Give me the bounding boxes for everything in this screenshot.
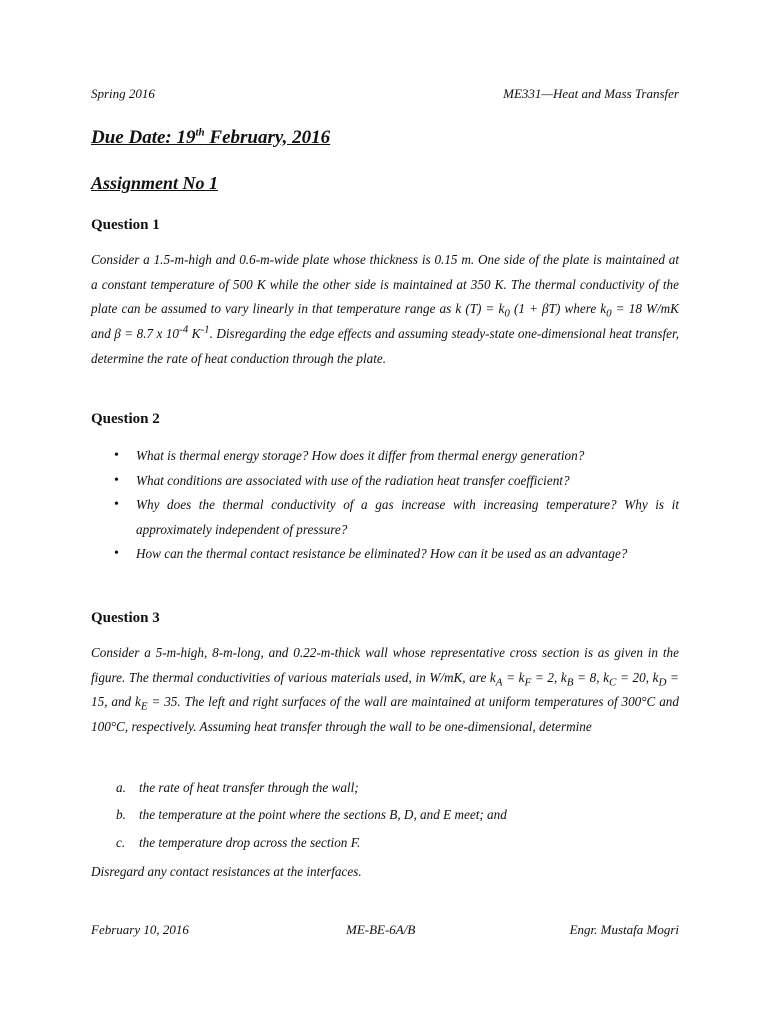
list-item: c. the temperature drop across the section F. bbox=[116, 834, 361, 850]
question-1-heading: Question 1 bbox=[91, 217, 160, 233]
footer-class: ME-BE-6A/B bbox=[346, 922, 416, 937]
question-2-list bbox=[110, 444, 679, 567]
list-item: • Why does the thermal conductivity of a gas increase with increasing temperature? Why is it approximately independent of pressure? bbox=[110, 493, 679, 542]
list-item: • What is thermal energy storage? How does it differ from thermal energy generation? bbox=[110, 444, 679, 469]
course-label: ME331—Heat and Mass Transfer bbox=[503, 86, 679, 101]
list-item: a. the rate of heat transfer through the wall; bbox=[116, 780, 359, 795]
question-1-text: Consider a 1.5-m-high and 0.6-m-wide plate whose thickness is 0.15 m. One side of the plate is maintained at a constant temperature of 500 K while the other side is maintained at 350 K. The thermal conductivity of the plate can be assumed to vary linearly in that temperature range as k $(T) = k_0$ (1 + βT) where $k_0 = 18$ W/mK and β = 8.7 x $10^{-4}$ $K^{-1}$. Disregarding the edge effects and assuming steady-state one-dimensional heat transfer, determine the rate of heat conduction through the plate. bbox=[91, 252, 679, 366]
list-item: b. the temperature at the point where the sections B, D, and E meet; and bbox=[116, 807, 507, 823]
footer-date: February 10, 2016 bbox=[91, 922, 189, 937]
semester-label: Spring 2016 bbox=[91, 86, 155, 101]
question-3-heading: Question 3 bbox=[91, 610, 160, 626]
assignment-title: Assignment No 1 bbox=[91, 173, 219, 193]
question-3-text: Consider a 5-m-high, 8-m-long, and 0.22-m-thick wall whose representative cross section is as given in the figure. The thermal conductivities of various materials used, in W/mK, are $k_A = k_F = 2$, $k_B = 8$, $k_C = 20$, $k_D = 15$, and $k_E = 35$. The left and right surfaces of the wall are maintained at uniform temperatures of 300°C and 100°C, respectively. Assuming heat transfer through the wall to be one-dimensional, determine bbox=[91, 645, 679, 735]
page-footer bbox=[91, 922, 679, 938]
question-2-heading: Question 2 bbox=[91, 411, 160, 427]
question-3-parts bbox=[116, 774, 676, 856]
list-item: • How can the thermal contact resistance be eliminated? How can it be used as an advantage? bbox=[110, 542, 679, 567]
page-header bbox=[91, 86, 679, 102]
closing-note: Disregard any contact resistances at the interfaces. bbox=[91, 864, 362, 879]
list-item: • What conditions are associated with use of the radiation heat transfer coefficient? bbox=[110, 469, 679, 494]
due-date-heading: Due Date: 19th February, 2016 bbox=[91, 126, 331, 148]
footer-instructor: Engr. Mustafa Mogri bbox=[569, 922, 679, 937]
